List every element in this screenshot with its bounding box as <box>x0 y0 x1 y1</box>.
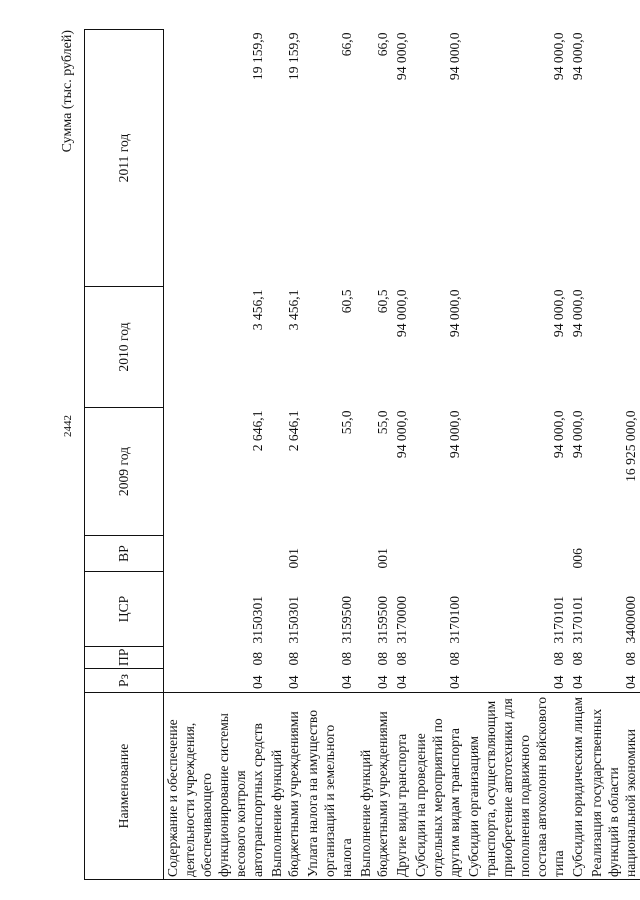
row-csr: 3150301 <box>285 595 301 644</box>
row-rz: 04 <box>249 675 265 689</box>
row-csr: 3170000 <box>393 595 409 644</box>
row-csr: 3170101 <box>550 595 566 644</box>
row-vr <box>412 536 465 572</box>
row-2010: 94 000,0 <box>550 289 566 338</box>
row-pr: 08 <box>569 651 585 666</box>
row-2009: 2 646,1 <box>285 410 301 452</box>
table-row <box>588 30 640 880</box>
row-vr: 001 <box>285 548 301 569</box>
row-vr: 006 <box>569 548 585 569</box>
table-row <box>164 30 268 880</box>
row-pr: 08 <box>623 651 639 666</box>
row-rz: 04 <box>285 675 301 689</box>
row-2010: 94 000,0 <box>393 289 409 338</box>
row-name: Субсидии на проведение отдельных мероприятий по другим видам транспорта <box>412 693 465 880</box>
row-2011: 66,0 <box>338 32 354 57</box>
row-2011 <box>588 30 640 287</box>
row-2011: 19 159,9 <box>249 32 265 81</box>
row-2009: 94 000,0 <box>569 410 585 459</box>
row-rz: 04 <box>550 675 566 689</box>
row-vr <box>393 536 412 572</box>
row-pr: 08 <box>374 651 390 666</box>
row-pr: 08 <box>393 651 409 666</box>
row-2009: 16 925 000,0 <box>623 410 639 482</box>
row-name: Выполнение функций бюджетными учреждениями <box>268 693 304 880</box>
budget-table <box>84 29 640 880</box>
table-header-row <box>85 30 164 880</box>
table-row <box>569 30 588 880</box>
row-2011: 19 159,9 <box>285 32 301 81</box>
units-caption: Сумма (тыс. рублей) <box>60 30 75 153</box>
row-2011: 94 000,0 <box>446 32 462 81</box>
header-rz: Рз <box>85 669 164 693</box>
row-name: Другие виды транспорта <box>393 693 412 880</box>
row-2010 <box>588 287 640 408</box>
row-csr: 3170101 <box>569 595 585 644</box>
row-name: Реализация государственных функций в области национальной экономики <box>588 693 640 880</box>
row-rz: 04 <box>569 675 585 689</box>
row-vr <box>588 536 640 572</box>
row-csr: 3159500 <box>338 595 354 644</box>
row-rz: 04 <box>338 675 354 689</box>
row-2009: 2 646,1 <box>249 410 265 452</box>
page-number: 2442 <box>62 415 74 437</box>
row-2010: 94 000,0 <box>569 289 585 338</box>
row-2009: 55,0 <box>374 410 390 435</box>
header-pr: ПР <box>85 647 164 669</box>
row-csr: 3150301 <box>249 595 265 644</box>
row-2010: 94 000,0 <box>446 289 462 338</box>
table-row <box>304 30 357 880</box>
row-2010: 60,5 <box>338 289 354 314</box>
row-pr: 08 <box>249 651 265 666</box>
table-row <box>393 30 412 880</box>
row-2010: 3 456,1 <box>285 289 301 331</box>
table-row <box>268 30 304 880</box>
row-2011: 94 000,0 <box>393 32 409 81</box>
row-name: Субсидии организациям транспорта, осуществляющим приобретение автотехники для пополнения подвижного состава автоколонн войскового типа <box>465 693 569 880</box>
row-rz: 04 <box>393 675 409 689</box>
row-pr: 08 <box>446 651 462 666</box>
row-vr <box>465 536 569 572</box>
row-pr: 08 <box>338 651 354 666</box>
row-2011: 94 000,0 <box>550 32 566 81</box>
header-2010: 2010 год <box>85 287 164 408</box>
header-name: Наименование <box>85 693 164 880</box>
row-rz: 04 <box>623 675 639 689</box>
row-rz: 04 <box>374 675 390 689</box>
row-2009: 94 000,0 <box>393 410 409 459</box>
header-2011: 2011 год <box>85 30 164 287</box>
row-2010: 3 456,1 <box>249 289 265 331</box>
row-csr: 3400000 <box>623 595 639 644</box>
header-csr: ЦСР <box>85 572 164 647</box>
row-name: Уплата налога на имущество организаций и земельного налога <box>304 693 357 880</box>
row-csr: 3170100 <box>446 595 462 644</box>
row-2009: 55,0 <box>338 410 354 435</box>
row-name: Содержание и обеспечение деятельности учреждения, обеспечивающего функционирование системы весового контроля автотранспортных средств <box>164 693 268 880</box>
header-2009: 2009 год <box>85 408 164 536</box>
row-vr: 001 <box>374 548 390 569</box>
row-rz: 04 <box>446 675 462 689</box>
row-2009: 94 000,0 <box>446 410 462 459</box>
table-row <box>357 30 393 880</box>
row-2011: 66,0 <box>374 32 390 57</box>
row-2009: 94 000,0 <box>550 410 566 459</box>
row-2010: 60,5 <box>374 289 390 314</box>
row-vr <box>164 536 268 572</box>
row-2011: 94 000,0 <box>569 32 585 81</box>
row-pr: 08 <box>550 651 566 666</box>
row-name: Выполнение функций бюджетными учреждениями <box>357 693 393 880</box>
row-name: Субсидии юридическим лицам <box>569 693 588 880</box>
row-pr: 08 <box>285 651 301 666</box>
row-vr <box>304 536 357 572</box>
table-row <box>465 30 569 880</box>
table-row <box>412 30 465 880</box>
header-vr: ВР <box>85 536 164 572</box>
row-csr: 3159500 <box>374 595 390 644</box>
